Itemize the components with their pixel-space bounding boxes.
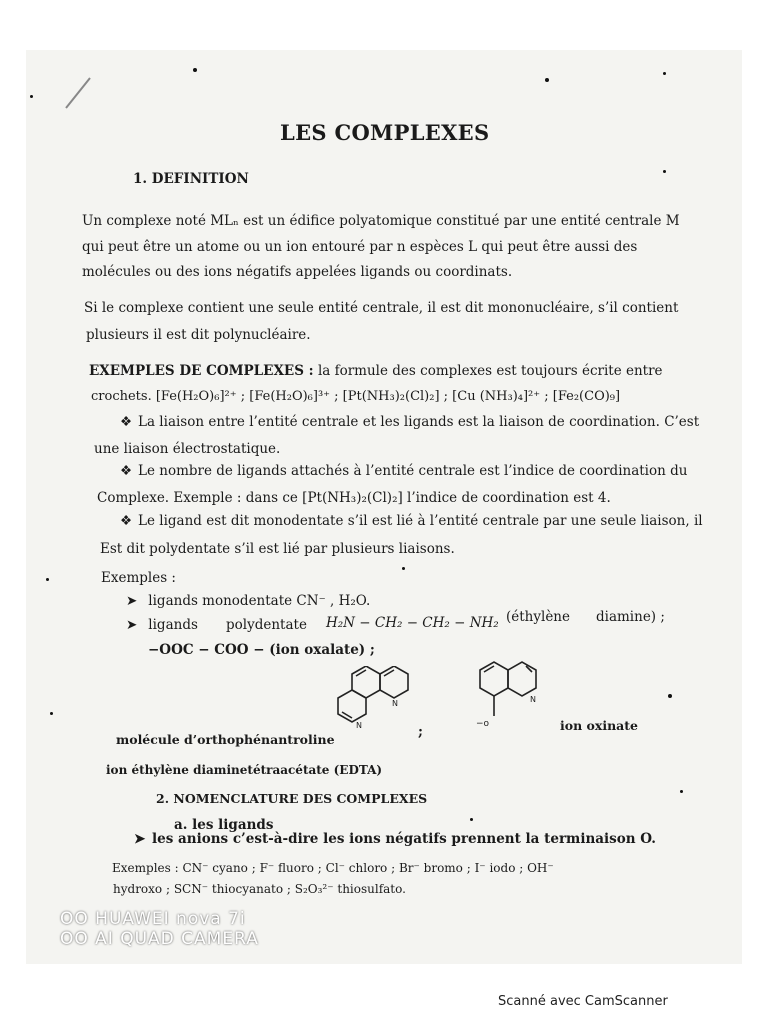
pen-stroke-mark	[60, 72, 100, 112]
polydentate-word-2: polydentate	[226, 617, 307, 633]
oxinate-label: ion oxinate	[560, 718, 638, 733]
camscanner-footer: Scanné avec CamScanner	[498, 994, 668, 1009]
bullet-2-text: Le nombre de ligands attachés à l’entité centrale est l’indice de coordination du	[138, 463, 688, 479]
edta-label: ion éthylène diaminetétraacétate (EDTA)	[106, 763, 383, 777]
scan-speck	[30, 95, 33, 98]
oxalate-line: −OOC − COO − (ion oxalate) ;	[148, 642, 375, 658]
bullet-3-line-1	[120, 512, 703, 530]
section1-heading: 1. DEFINITION	[133, 171, 249, 187]
anions-text: les anions c’est-à-dire les ions négatifs prennent la terminaison O.	[152, 831, 656, 847]
definition-line-2: qui peut être un atome ou un ion entouré par n espèces L qui peut être aussi des	[82, 239, 638, 255]
structure-separator: ;	[418, 724, 423, 740]
bullet-2-line-1	[120, 462, 687, 480]
phen-n-label-2: N	[356, 721, 362, 730]
ethylenediamine-formula: H₂N − CH₂ − CH₂ − NH₂	[326, 615, 499, 631]
polydentate-word-4: diamine) ;	[596, 609, 665, 625]
oxinate-structure	[472, 658, 562, 738]
bullet-2-line-2: Complexe. Exemple : dans ce [Pt(NH₃)₂(Cl)₂] l’indice de coordination est 4.	[97, 490, 611, 506]
ligand-examples-line-1: Exemples : CN⁻ cyano ; F⁻ fluoro ; Cl⁻ chloro ; Br⁻ bromo ; I⁻ iodo ; OH⁻	[112, 861, 554, 875]
examples-heading: EXEMPLES DE COMPLEXES :	[89, 363, 314, 379]
anions-line	[134, 830, 656, 848]
arrow-bullet-icon: ➤	[126, 617, 138, 633]
bullet-3-line-2: Est dit polydentate s’il est lié par plusieurs liaisons.	[100, 541, 455, 557]
polydentate-word-1: ligands	[148, 617, 198, 633]
scan-speck	[663, 170, 666, 173]
arrow-bullet-icon: ➤	[134, 831, 146, 847]
watermark-line-1: OO HUAWEI nova 7i	[60, 909, 246, 929]
page-title: LES COMPLEXES	[280, 120, 490, 145]
examples-intro: la formule des complexes est toujours écrite entre	[313, 363, 663, 379]
scan-speck	[668, 694, 672, 698]
polydentate-word-3: (éthylène	[506, 609, 570, 625]
phen-n-label: N	[392, 699, 398, 708]
scan-speck	[50, 712, 53, 715]
definition-line-5: plusieurs il est dit polynucléaire.	[86, 327, 311, 343]
examples-formulas: crochets. [Fe(H₂O)₆]²⁺ ; [Fe(H₂O)₆]³⁺ ; [Pt(NH₃)₂(Cl)₂] ; [Cu (NH₃)₄]²⁺ ; [Fe₂(CO)₉]	[91, 389, 621, 404]
scan-speck	[402, 567, 405, 570]
diamond-bullet-icon: ❖	[120, 513, 133, 529]
arrow-bullet-icon: ➤	[126, 593, 138, 609]
oxinate-o-label: −o	[476, 719, 490, 729]
exemples-label: Exemples :	[101, 570, 176, 586]
scan-speck	[545, 78, 549, 82]
bullet-3-text: Le ligand est dit monodentate s’il est lié à l’entité centrale par une seule liaison, il	[138, 513, 703, 529]
bullet-1-line-1	[120, 413, 699, 431]
orthophenanthroline-label: molécule d’orthophénantroline	[116, 732, 335, 747]
bullet-1-line-2: une liaison électrostatique.	[94, 441, 281, 457]
scan-speck	[470, 818, 473, 821]
ligand-examples-line-2: hydroxo ; SCN⁻ thiocyanato ; S₂O₃²⁻ thiosulfato.	[113, 882, 406, 896]
section2-subheading-a: a. les ligands	[174, 817, 274, 833]
camera-watermark	[60, 909, 259, 949]
monodentate-text: ligands monodentate CN⁻ , H₂O.	[148, 593, 371, 609]
diamond-bullet-icon: ❖	[120, 463, 133, 479]
arrow-item-monodentate	[126, 592, 370, 610]
scan-speck	[663, 72, 666, 75]
definition-line-4: Si le complexe contient une seule entité centrale, il est dit mononucléaire, s’il contient	[84, 300, 679, 316]
scan-speck	[680, 790, 683, 793]
orthophenanthroline-structure	[322, 666, 432, 746]
scan-speck	[193, 68, 197, 72]
bullet-1-text: La liaison entre l’entité centrale et les ligands est la liaison de coordination. C’est	[138, 414, 700, 430]
scan-speck	[46, 578, 49, 581]
watermark-line-2: OO AI QUAD CAMERA	[60, 929, 259, 949]
definition-line-3: molécules ou des ions négatifs appelées ligands ou coordinats.	[82, 264, 513, 280]
diamond-bullet-icon: ❖	[120, 414, 133, 430]
section2-heading: 2. NOMENCLATURE DES COMPLEXES	[156, 791, 428, 806]
definition-line-1: Un complexe noté MLₙ est un édifice polyatomique constitué par une entité centrale M	[82, 213, 680, 229]
oxinate-n-label: N	[530, 695, 536, 704]
examples-line-1	[89, 362, 663, 380]
